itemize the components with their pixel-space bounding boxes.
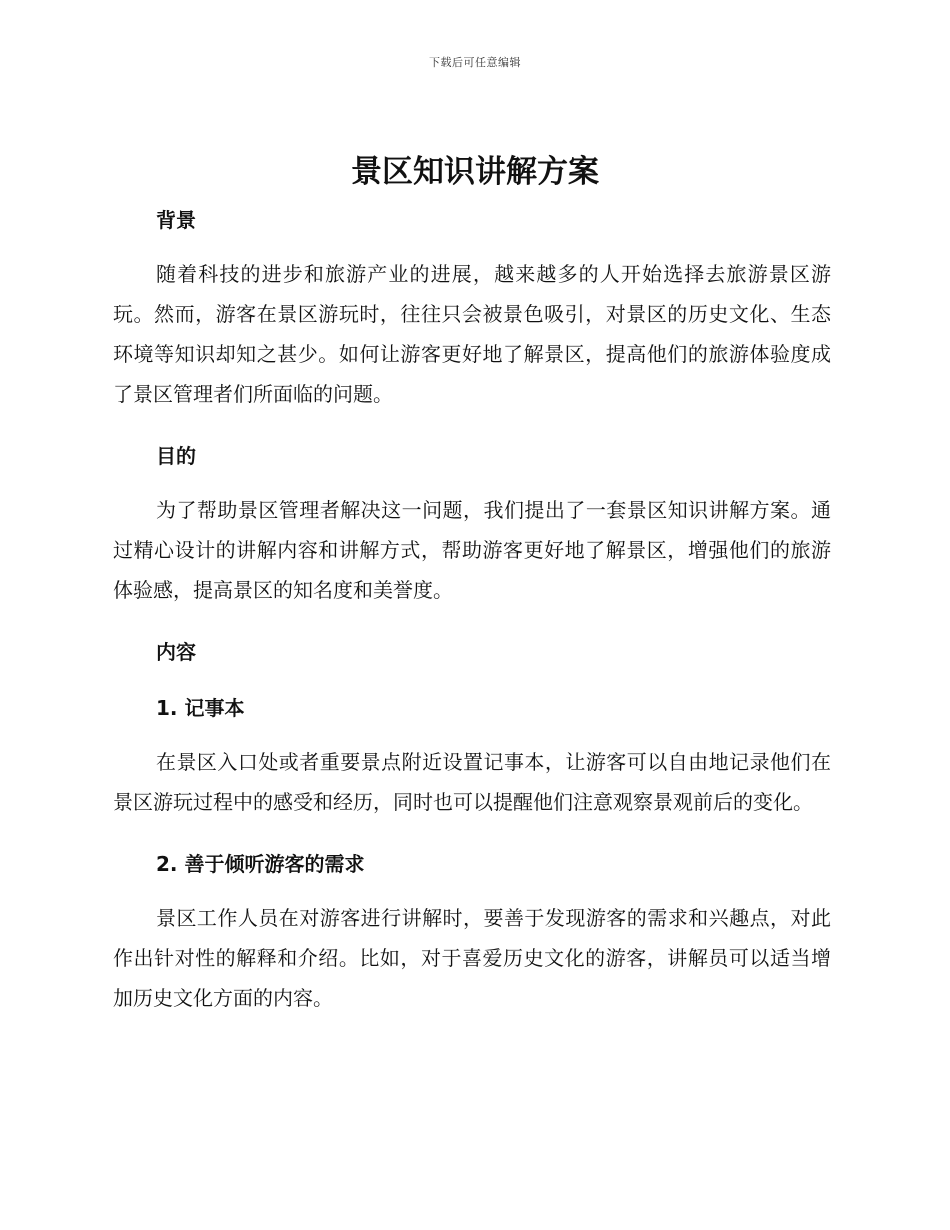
- item-heading-listen: 2. 善于倾听游客的需求: [156, 852, 365, 876]
- item-text-listen: 景区工作人员在对游客进行讲解时，要善于发现游客的需求和兴趣点，对此作出针对性的解释和介绍。比如，对于喜爱历史文化的游客，讲解员可以适当增加历史文化方面的内容。: [113, 906, 831, 1010]
- document-body: [113, 198, 831, 1018]
- section-text-background: 随着科技的进步和旅游产业的进展，越来越多的人开始选择去旅游景区游玩。然而，游客在景区游玩时，往往只会被景色吸引，对景区的历史文化、生态环境等知识却知之甚少。如何让游客更好地了解景区，提高他们的旅游体验度成了景区管理者们所面临的问题。: [113, 262, 831, 406]
- section-heading-background: 背景: [156, 208, 196, 232]
- page-title: 景区知识讲解方案: [351, 154, 599, 190]
- header-note: 下载后可任意编辑: [429, 56, 521, 69]
- section-heading-content: 内容: [156, 640, 196, 664]
- item-heading-notebook: 1. 记事本: [156, 696, 245, 720]
- section-heading-purpose: 目的: [156, 444, 196, 468]
- section-text-purpose: 为了帮助景区管理者解决这一问题，我们提出了一套景区知识讲解方案。通过精心设计的讲解内容和讲解方式，帮助游客更好地了解景区，增强他们的旅游体验感，提高景区的知名度和美誉度。: [113, 498, 831, 602]
- item-text-notebook: 在景区入口处或者重要景点附近设置记事本，让游客可以自由地记录他们在景区游玩过程中的感受和经历，同时也可以提醒他们注意观察景观前后的变化。: [113, 750, 831, 814]
